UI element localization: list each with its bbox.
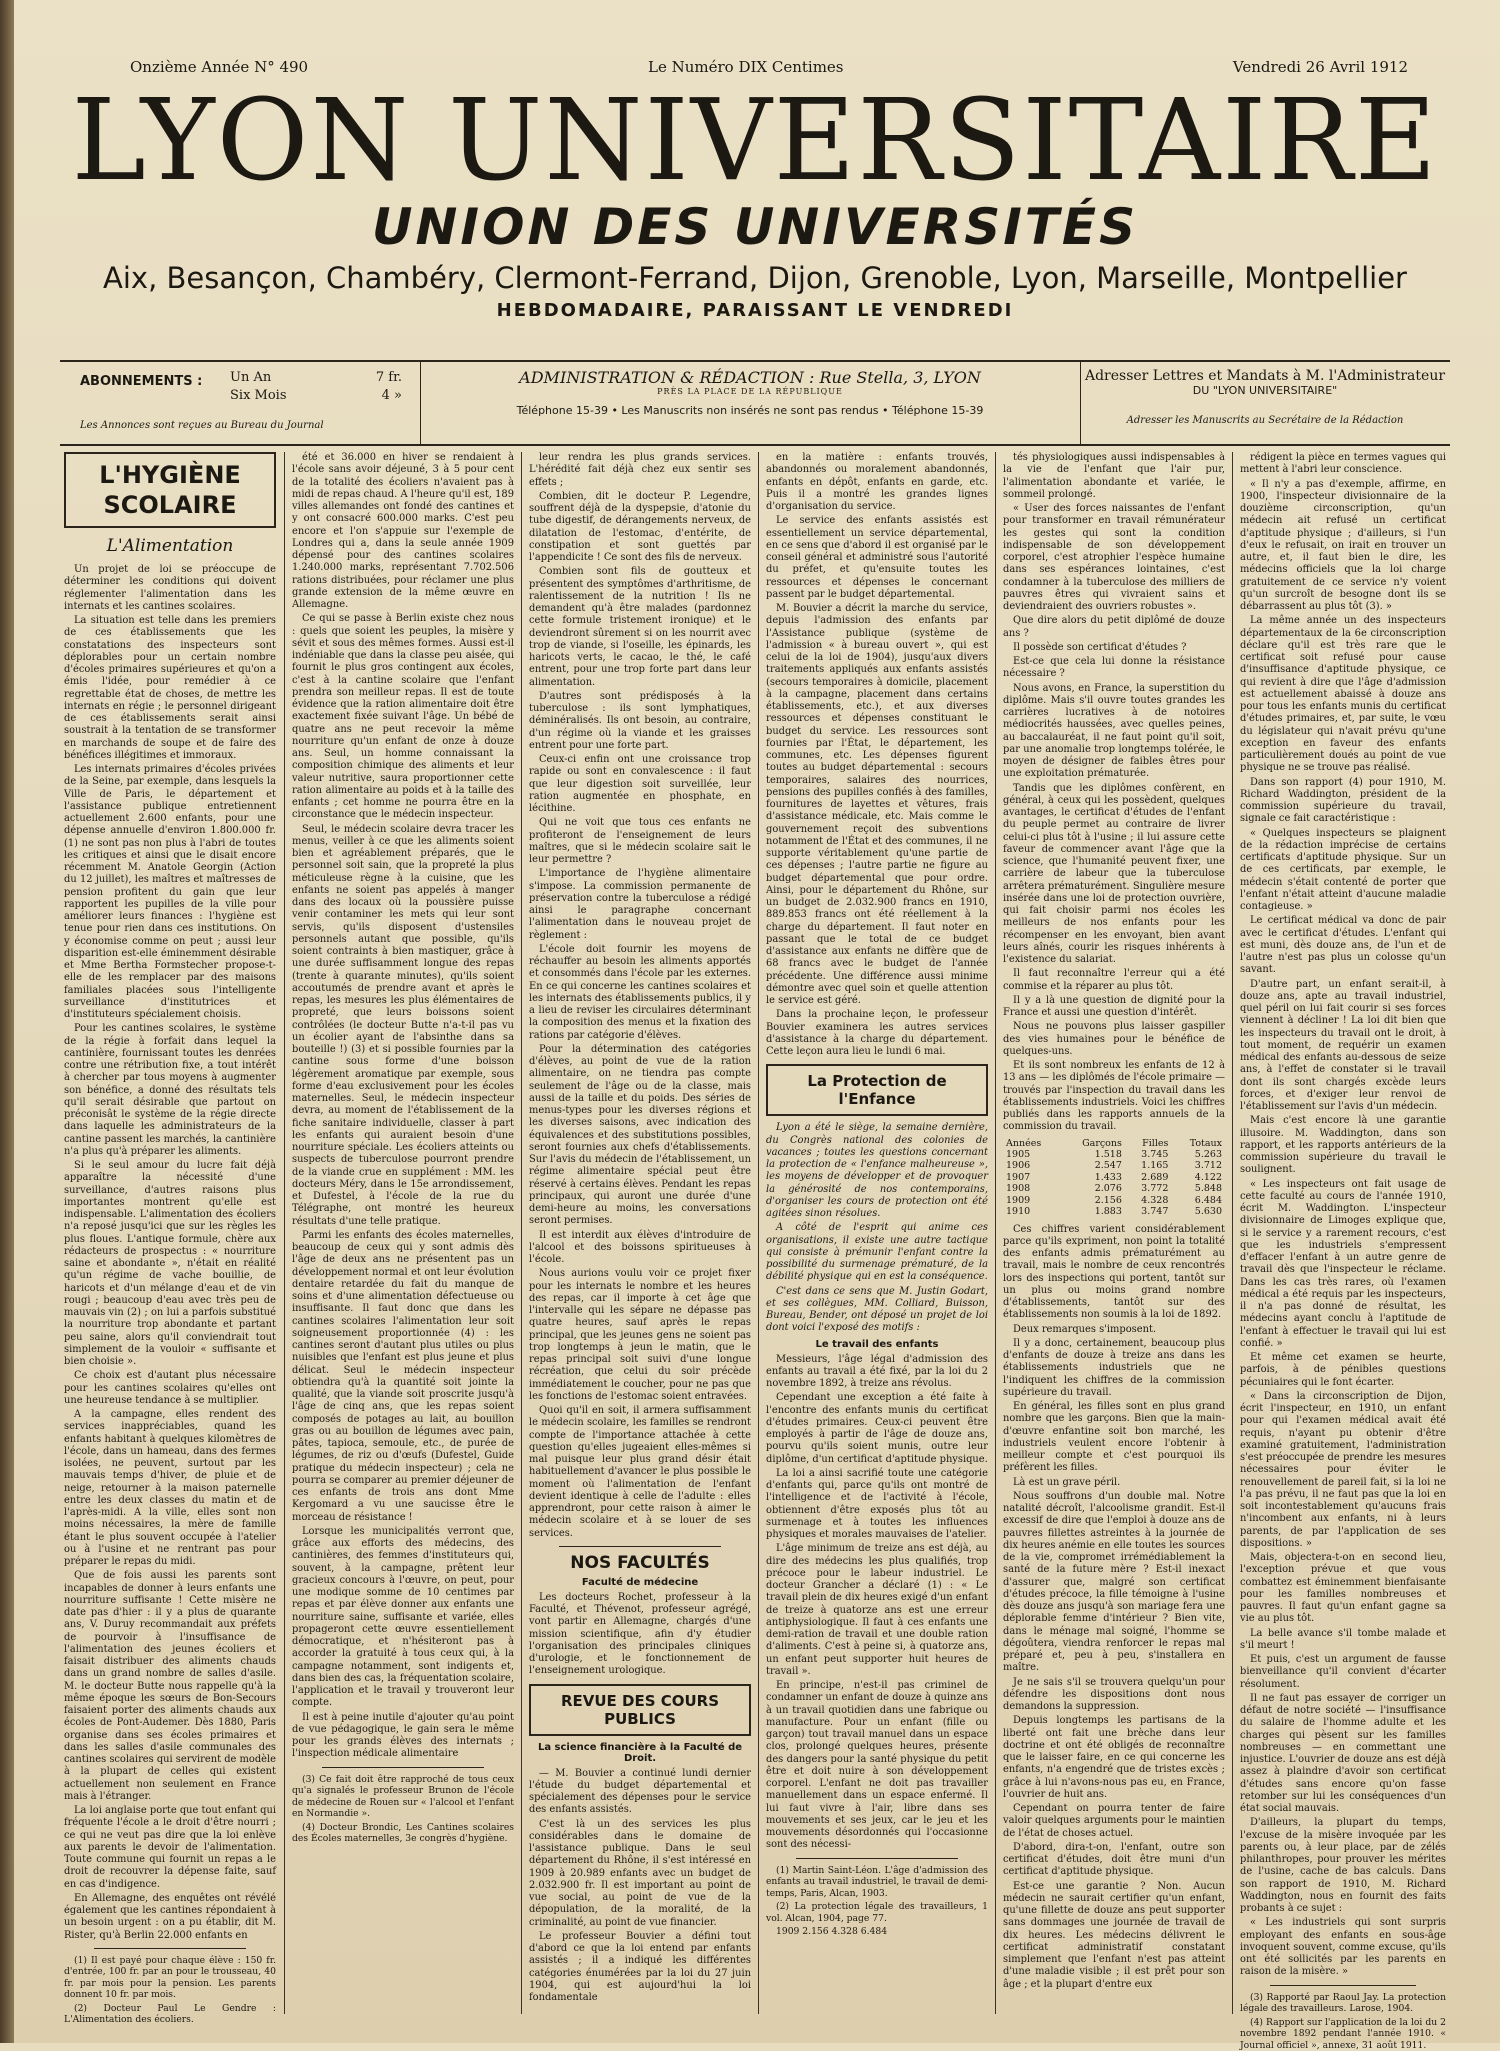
address-letters: Adresser Lettres et Mandats à M. l'Administrateur xyxy=(1080,368,1450,384)
administration-box xyxy=(420,362,1081,444)
statistics-table xyxy=(1003,1138,1225,1218)
table-cell: 2.076 xyxy=(1061,1183,1125,1195)
issue-number: Onzième Année N° 490 xyxy=(130,58,308,76)
paragraph: Et ils sont nombreux les enfants de 12 à 13 ans — les diplômés de l'école primaire — trouvés par l'inspection du travail dans les établissements industriels. Voici les chiffres publiés dans les rapports annuels de la commission du travail. xyxy=(1003,1060,1225,1134)
table-cell: 5.263 xyxy=(1171,1149,1225,1161)
paragraph: Mais c'est encore là une garantie illusoire. M. Waddington, dans son rapport, et les rapports antérieurs de la commission supérieure du travail le soulignent. xyxy=(1240,1115,1446,1176)
table-cell: 4.328 xyxy=(1125,1195,1171,1207)
paragraph: Il est interdit aux élèves d'introduire de l'alcool et des boissons spiritueuses à l'école. xyxy=(529,1230,751,1267)
footnote: (2) La protection légale des travailleurs, 1 vol. Alcan, 1904, page 77. xyxy=(766,1901,988,1924)
paragraph: été et 36.000 en hiver se rendaient à l'école sans avoir déjeuné, 3 à 5 pour cent de la totalité des écoliers n'avaient pas à midi de repas chaud. A l'heure qu'il est, 189 villes allemandes ont fondé des cantines et y ont consacré 600.000 marks. C'est peu encore et l'on s'appuie sur l'exemple de Londres qui a, dans la seule année 1909 dépensé pour des cantines scolaires 1.240.000 marks, représentant 7.702.506 rations distribuées, pour réclamer une plus grande extension de la même œuvre en Allemagne. xyxy=(292,452,514,611)
table-cell: 1.883 xyxy=(1061,1206,1125,1218)
paragraph: A la campagne, elles rendent des services inappréciables, quand les enfants habitant à quelques kilomètres de l'école, dans un hameau, dans des fermes isolées, ne peuvent, surtout par les mauvais temps d'hiver, de pluie et de neige, retourner à la maison paternelle entre les deux classes du matin et de l'après-midi. A la ville, elles sont non moins nécessaires, la mère de famille étant le plus souvent occupée à l'atelier ou à l'usine et ne rentrant pas pour préparer le repas du midi. xyxy=(64,1409,276,1568)
paragraph: A côté de l'esprit qui anime ces organisations, il existe une autre tactique qui consiste à prémunir l'enfant contre la possibilité du surmenage prématuré, de la débilité physique qui en est la conséquence. xyxy=(766,1222,988,1283)
newspaper-title: LYON UNIVERSITAIRE xyxy=(60,84,1450,198)
table-header-row xyxy=(1003,1138,1225,1149)
paragraph: Combien sont fils de goutteux et présentent des symptômes d'arthritisme, de ralentissement de la nutrition ! Ils ne demandent qu'à être malades (pardonnez cette formule tristement ironique) et le deviendront sûrement si on les nourrit avec trop de viande, si l'oseille, les épinards, les haricots verts, le cacao, le thé, le café entrent, pour une trop forte part dans leur alimentation. xyxy=(529,566,751,689)
paragraph: Il y a donc, certainement, beaucoup plus d'enfants de douze à treize ans dans les établissements industriels que ne l'indiquent les chiffres de la commission supérieure du travail. xyxy=(1003,1338,1225,1399)
paragraph: Il faut reconnaître l'erreur qui a été commise et la réparer au plus tôt. xyxy=(1003,968,1225,993)
frequency-line: HEBDOMADAIRE, PARAISSANT LE VENDREDI xyxy=(60,298,1450,324)
paragraph: D'autre part, un enfant serait-il, à douze ans, apte au travail industriel, quel péril on lui fait courir si ses forces viennent à décliner ! La loi dit bien que les inspecteurs du travail ont le droit, à tout moment, de requérir un examen médical des enfants au-dessous de seize ans, à l'effet de constater si le travail dont ils sont chargés excède leurs forces, et d'exiger leur renvoi de l'établissement sur l'avis d'un médecin. xyxy=(1240,979,1446,1114)
newspaper-subtitle: UNION DES UNIVERSITÉS xyxy=(60,198,1450,256)
administration-address: ADMINISTRATION & RÉDACTION : Rue Stella, 3, LYON xyxy=(420,368,1080,387)
column-3 xyxy=(529,452,751,2014)
table-cell: 5.630 xyxy=(1171,1206,1225,1218)
paragraph: Quoi qu'il en soit, il armera suffisamment le médecin scolaire, les familles se rendront compte de l'importance attachée à cette question qu'elles jugeaient elles-mêmes si mal puisque leur plus grand désir était habituellement d'avancer le plus possible le moment où l'alimentation de l'enfant devient identique à celle de l'adulte : elles apprendront, pour cette raison à aimer le médecin scolaire et à se louer de ses services. xyxy=(529,1405,751,1540)
paragraph: Ce choix est d'autant plus nécessaire pour les cantines scolaires qu'elles ont une heureuse tendance à se multiplier. xyxy=(64,1370,276,1407)
column-rule xyxy=(521,452,522,2014)
revue-cours-headline: REVUE DES COURS PUBLICS xyxy=(529,1684,751,1736)
footnote-divider xyxy=(322,1767,484,1768)
hygiene-subheadline: L'Alimentation xyxy=(64,536,276,556)
paragraph: Que dire alors du petit diplômé de douze ans ? xyxy=(1003,615,1225,640)
facultes-headline: NOS FACULTÉS xyxy=(529,1553,751,1573)
table-header: Filles xyxy=(1125,1138,1171,1149)
paragraph: C'est là un des services les plus considérables dans le domaine de l'assistance publique. Dans le seul département du Rhône, il s'est intéressé en 1909 à 20.989 enfants avec un budget de 2.032.900 fr. Il est important au point de vue social, au point de vue de la dépopulation, de la moralité, de la criminalité, au point de vue financier. xyxy=(529,1819,751,1929)
paragraph: Il ne faut pas essayer de corriger un défaut de notre société — l'insuffisance du salaire de l'homme adulte et les charges qui pèsent sur les familles nombreuses — en commettant une injustice. L'ouvrier de douze ans est déjà assez à plaindre d'avoir son certificat d'études sans encore qu'on fasse retomber sur lui les conséquences d'un état social mauvais. xyxy=(1240,1693,1446,1816)
paragraph: Lorsque les municipalités verront que, grâce aux efforts des médecins, des cantinières, des femmes d'instituteurs qui, souvent, à la campagne, prêtent leur gracieux concours à l'œuvre, on peut, pour une modique somme de 10 centimes par repas et par élève donner aux enfants une nourriture saine, suffisante et variée, elles propageront cette œuvre essentiellement démocratique, et n'hésiteront pas à accorder la gratuité à tous ceux qui, à la campagne notamment, sont indigents et, dans bien des cas, la fréquentation scolaire, l'application et le travail y trouveront leur compte. xyxy=(292,1526,514,1710)
paragraph: Il possède son certificat d'études ? xyxy=(1003,642,1225,654)
paragraph: En général, les filles sont en plus grand nombre que les garçons. Bien que la main-d'œuvre enfantine soit bon marché, les industriels veulent encore l'obtenir à meilleur compte et c'est pourquoi ils préfèrent les filles. xyxy=(1003,1401,1225,1475)
paragraph: Le certificat médical va donc de pair avec le certificat d'études. L'enfant qui est muni, dès douze ans, de l'un et de l'autre n'est pas plus un colosse qu'un savant. xyxy=(1240,915,1446,976)
protection-headline: La Protection de l'Enfance xyxy=(766,1064,988,1116)
table-cell: 3.772 xyxy=(1125,1183,1171,1195)
table-cell: 1.433 xyxy=(1061,1172,1125,1184)
paragraph: Lyon a été le siège, la semaine dernière, du Congrès national des colonies de vacances ; toutes les questions concernant la protection de « l'enfance malheureuse », les moyens de développer et de provoquer la générosité de nos contemporains, d'organiser les cours de protection ont été agitées sinon résolues. xyxy=(766,1122,988,1220)
footnote: (3) Ce fait doit être rapproché de tous ceux qu'a signalés le professeur Brunon de l'école de médecine de Rouen sur « l'alcool et l'enfant en Normandie ». xyxy=(292,1774,514,1820)
paragraph: Nous souffrons d'un double mal. Notre natalité décroît, l'alcoolisme grandit. Est-il excessif de dire que l'emploi à douze ans de pauvres fillettes astreintes à la journée de dix heures anémie en elle toutes les sources de la vie, compromet irrémédiablement la santé de la future mère ? Est-il inexact d'assurer que, malgré son certificat d'études précoce, la fille témoigne à l'usine dès douze ans jusqu'à son mariage fera une déplorable femme d'intérieur ? Bien vite, dans le ménage mal soigné, l'homme se dégoûtera, viendra renforcer le repas mal préparé et, peu à peu, s'installera en maître. xyxy=(1003,1491,1225,1675)
table-cell: 4.122 xyxy=(1171,1172,1225,1184)
table-row xyxy=(1003,1149,1225,1161)
paragraph: Mais, objectera-t-on en second lieu, l'exception prévue et que vous combattez est éminemment bienfaisante pour les familles nombreuses et pauvres. Il faut qu'un enfant gagne sa vie au plus tôt. xyxy=(1240,1552,1446,1626)
table-row xyxy=(1003,1195,1225,1207)
paragraph: « Les inspecteurs ont fait usage de cette faculté au cours de l'année 1910, écrit M. Waddington. L'inspecteur divisionnaire de Limoges explique que, si le service y a rarement recours, c'est que les industriels s'empressent d'effacer l'enfant à un autre genre de travail dès que l'inspecteur le réclame. Dans les cas très rares, où l'examen médical a été requis par les inspecteurs, il n'a pas donné de résultat, les médecins ayant conclu à l'aptitude de l'enfant à effectuer le travail qui lui est confié. » xyxy=(1240,1179,1446,1351)
paragraph: D'autres sont prédisposés à la tuberculose : ils sont lymphatiques, déminéralisés. Ils ont besoin, au contraire, d'un régime où la viande et les graisses entrent pour une forte part. xyxy=(529,691,751,752)
revue-cours-subheadline: La science financière à la Faculté de Droit. xyxy=(529,1742,751,1764)
table-cell: 1907 xyxy=(1003,1172,1061,1184)
paragraph: Est-ce une garantie ? Non. Aucun médecin ne saurait certifier qu'un enfant, qu'une fillette de douze ans peut supporter sans dommages une journée de travail de dix heures. Les médecins délivrent le certificat administratif constatant simplement que l'enfant n'est pas atteint d'une maladie visible ; il est prêt pour son âge ; et la plupart d'entre eux xyxy=(1003,1881,1225,1991)
hygiene-headline-box xyxy=(64,452,276,528)
paragraph: Que de fois aussi les parents sont incapables de donner à leurs enfants une nourriture suffisante ! Cette misère ne date pas d'hier : il y a plus de quarante ans, V. Duruy recommandait aux préfets de pourvoir à l'insuffisance de l'alimentation des jeunes écoliers et faisait distribuer des aliments chauds dans un grand nombre de salles d'asile. M. le docteur Butte nous rappelle qu'à la même époque les sœurs de Bon-Secours faisaient porter des aliments chauds aux écoles de Pont-Audemer. Dès 1880, Paris organise dans ses écoles primaires et dans les salles d'asile communales des cantines scolaires qui servirent de modèle à la plupart de celles qui existent actuellement non seulement en France mais à l'étranger. xyxy=(64,1570,276,1803)
column-5 xyxy=(1003,452,1225,2014)
protection-intro xyxy=(766,1122,988,1334)
paragraph: Messieurs, l'âge légal d'admission des enfants au travail a été fixé, par la loi du 2 novembre 1892, à treize ans révolus. xyxy=(766,1354,988,1391)
paragraph: Ces chiffres varient considérablement parce qu'ils expriment, non point la totalité des enfants admis prématurément au travail, mais le nombre de ceux rencontrés lors des inspections qui portent, tantôt sur un plus ou moins grand nombre d'établissements, tantôt sur des établissements non soumis à la loi de 1892. xyxy=(1003,1224,1225,1322)
issue-date: Vendredi 26 Avril 1912 xyxy=(1233,58,1408,76)
table-cell: 3.747 xyxy=(1125,1206,1171,1218)
table-cell: 1909 xyxy=(1003,1195,1061,1207)
paragraph: Le professeur Bouvier a défini tout d'abord ce que la loi entend par enfants assistés ; il a indiqué les différentes catégories énumérées par la loi du 27 juin 1904, qui est aujourd'hui la loi fondamentale xyxy=(529,1931,751,2005)
paragraph: — M. Bouvier a continué lundi dernier l'étude du budget départemental et spécialement des dépenses pour le service des enfants assistés. xyxy=(529,1768,751,1817)
column-rule xyxy=(758,452,759,2014)
paragraph: Le service des enfants assistés est essentiellement un service départemental, en ce sens que d'abord il est organisé par le conseil général et administré sous l'autorité du préfet, et qu'ensuite toutes les ressources et dépenses le concernant passent par le budget départemental. xyxy=(766,515,988,601)
footnote: (1) Il est payé pour chaque élève : 150 fr. d'entrée, 100 fr. par an pour le trousseau, 40 fr. par mois pour la pension. Les parents donnent 10 fr. par mois. xyxy=(64,1955,276,2001)
paragraph: Nous aurions voulu voir ce projet fixer pour les internats le nombre et les heures des repas, car il importe à cet âge que l'intervalle qui les sépare ne dépasse pas quatre heures, sauf après le repas principal, que les jeunes gens ne soient pas trop longtemps à jeun le matin, que le repas principal soit suivi d'une longue récréation, que celui du soir précède immédiatement le coucher, pour ne pas que les fonctions de l'estomac soient entravées. xyxy=(529,1268,751,1403)
binding-edge xyxy=(0,0,14,2043)
paragraph: Et puis, c'est un argument de fausse bienveillance qu'il convient d'écarter résolument. xyxy=(1240,1654,1446,1691)
annonces-note: Les Annonces sont reçues au Bureau du Journal xyxy=(80,420,324,431)
table-cell: 1905 xyxy=(1003,1149,1061,1161)
subscriptions-box xyxy=(60,362,421,444)
paragraph: tés physiologiques aussi indispensables à la vie de l'enfant que l'air pur, l'alimentation abondante et variée, le sommeil prolongé. xyxy=(1003,452,1225,501)
administration-sub: PRÈS LA PLACE DE LA RÉPUBLIQUE xyxy=(420,387,1080,396)
table-cell: 5.848 xyxy=(1171,1183,1225,1195)
paragraph: M. Bouvier a décrit la marche du service, depuis l'admission des enfants par l'Assistance publique (système de l'admission « à bureau ouvert », qui est celui de la loi de 1904), jusqu'aux divers traitements appliqués aux enfants assistés (secours temporaires à domicile, placement à la campagne, placement dans certains établissements, etc.), et aux diverses ressources et dépenses constituant le budget du service. Les ressources sont fournies par l'État, le département, les communes, etc. Les dépenses figurent toutes au budget départemental : secours temporaires, salaires des nourrices, pensions des pupilles confiés à des familles, fournitures de layettes et vêtures, frais d'assistance médicale, etc. Mais comme le gouvernement reçoit des subventions notamment de l'État et des communes, il ne supporte véritablement qu'une partie de ces dépenses ; l'autre partie ne figure au budget départemental que pour ordre. Ainsi, pour le département du Rhône, sur un budget de 2.032.900 francs en 1910, 889.853 francs ont été réellement à la charge du département. Il faut noter en passant que le total de ce budget d'assistance aux enfants ne diffère que de 68 francs avec le budget de l'année précédente. Une différence aussi minime démontre avec quel soin et quelle attention le service est géré. xyxy=(766,603,988,1007)
address-manuscripts: Adresser les Manuscrits au Secrétaire de la Rédaction xyxy=(1080,415,1450,426)
paragraph: Il est à peine inutile d'ajouter qu'au point de vue pédagogique, le gain sera le même pour les grands élèves des internats ; l'inspection médicale alimentaire xyxy=(292,1712,514,1761)
paragraph: La loi anglaise porte que tout enfant qui fréquente l'école a le droit d'être nourri ; ce qui ne veut pas dire que la loi enlève aux parents le devoir de l'alimentation. Toute commune qui fournit un repas a le droit de recouvrer la dépense faite, sauf en cas d'indigence. xyxy=(64,1805,276,1891)
footnote: (3) Rapporté par Raoul Jay. La protection légale des travailleurs. Larose, 1904. xyxy=(1240,1992,1446,2015)
column-rule xyxy=(995,452,996,2014)
paragraph: en la matière : enfants trouvés, abandonnés ou moralement abandonnés, enfants en dépôt, enfants en garde, etc. Puis il a montré les grandes lignes d'organisation du service. xyxy=(766,452,988,513)
column-1 xyxy=(64,452,276,2014)
table-cell: 6.484 xyxy=(1171,1195,1225,1207)
cities-line: Aix, Besançon, Chambéry, Clermont-Ferrand, Dijon, Grenoble, Lyon, Marseille, Montpellier xyxy=(60,258,1450,298)
table-cell: 2.156 xyxy=(1061,1195,1125,1207)
column-4 xyxy=(766,452,988,2014)
paragraph: Là est un grave péril. xyxy=(1003,1477,1225,1489)
table-cell: 1.165 xyxy=(1125,1160,1171,1172)
table-header: Garçons xyxy=(1061,1138,1125,1149)
paragraph: Ce qui se passe à Berlin existe chez nous : quels que soient les peuples, la misère y sévit et sous des mêmes formes. Aussi est-il indéniable que dans la classe peu aisée, qui fournit le plus gros contingent aux écoles, c'est à la cantine scolaire que l'enfant prendra son meilleur repas. Il est de toute évidence que la ration alimentaire doit être exactement fixée suivant l'âge. Un bébé de quatre ans ne peut recevoir la même nourriture qu'un enfant de onze à douze ans. Seul, un homme connaissant la composition chimique des aliments et leur valeur nutritive, saura proportionner cette ration alimentaire au poids et à la taille des enfants ; cet homme ne pourra être en la circonstance que le médecin inspecteur. xyxy=(292,613,514,821)
administration-phone-line: Téléphone 15-39 • Les Manuscrits non insérés ne sont pas rendus • Téléphone 15-39 xyxy=(420,404,1080,417)
paragraph: Il y a là une question de dignité pour la France et aussi une question d'intérêt. xyxy=(1003,995,1225,1020)
paragraph: Deux remarques s'imposent. xyxy=(1003,1324,1225,1336)
paragraph: Dans son rapport (4) pour 1910, M. Richard Waddington, président de la commission supérieure du travail, signale ce fait caractéristique : xyxy=(1240,777,1446,826)
paragraph: Ceux-ci enfin ont une croissance trop rapide ou sont en convalescence : il faut que leur digestion soit surveillée, leur ration augmentée en phosphate, en lécithine. xyxy=(529,754,751,815)
paragraph: « Les industriels qui sont surpris employant des enfants en sous-âge invoquent souvent, comme excuse, qu'ils ont été sollicités par les parents en raison de la misère. » xyxy=(1240,1917,1446,1978)
column-6 xyxy=(1240,452,1446,2014)
footnote: 1909 2.156 4.328 6.484 xyxy=(766,1926,988,1938)
paragraph: L'âge minimum de treize ans est déjà, au dire des médecins les plus qualifiés, trop précoce pour le labeur industriel. Le docteur Grancher a déclaré (1) : « Le travail plein de dix heures exigé d'un enfant de treize à quatorze ans est une erreur antiphysiologique. Il faut à ces enfants une demi-ration de travail et une double ration d'aliments. C'est à peine si, à quatorze ans, un enfant peut supporter huit heures de travail ». xyxy=(766,1543,988,1678)
table-cell: 1906 xyxy=(1003,1160,1061,1172)
section-divider xyxy=(559,1546,721,1547)
paragraph: rédigent la pièce en termes vagues qui mettent à l'abri leur conscience. xyxy=(1240,452,1446,477)
table-cell: 2.547 xyxy=(1061,1160,1125,1172)
article-columns xyxy=(60,452,1450,2014)
column-2 xyxy=(292,452,514,2014)
subscription-year: Un An 7 fr. xyxy=(230,370,410,385)
info-bar xyxy=(60,360,1450,446)
table-cell: 3.712 xyxy=(1171,1160,1225,1172)
table-row xyxy=(1003,1172,1225,1184)
paragraph: Et même cet examen se heurte, parfois, à de pénibles questions pécuniaires qui le font écarter. xyxy=(1240,1352,1446,1389)
footnote: (4) Docteur Brondic, Les Cantines scolaires des Écoles maternelles, 3e congrès d'hygiène. xyxy=(292,1822,514,1845)
subscriptions-label: ABONNEMENTS : xyxy=(80,374,202,389)
table-row xyxy=(1003,1160,1225,1172)
paragraph: Les internats primaires d'écoles privées de la Seine, par exemple, dans lesquels la Ville de Paris, le département et l'assistance publique entretiennent actuellement 2.600 enfants, pour une dépense annuelle d'environ 1.800.000 fr. (1) ne sont pas non plus à l'abri de toutes les critiques et ainsi que le disait encore récemment M. Anatole Georgin (Action du 12 juillet), les maîtres et maîtresses de pension profitent du gain que leur rapportent les pupilles de la ville pour améliorer leurs finances : l'hygiène est tenue pour rien dans ces institutions. On y économise comme on peut ; aussi leur disparition est-elle éminemment désirable et Mme Bertha Formstecher propose-t-elle de les remplacer par des maisons familiales placées sous l'intelligente surveillance d'institutrices et d'instituteurs spécialement choisis. xyxy=(64,764,276,1021)
travail-subheadline: Le travail des enfants xyxy=(766,1339,988,1350)
paragraph: Qui ne voit que tous ces enfants ne profiteront de l'enseignement de leurs maîtres, que si le médecin scolaire sait le leur permettre ? xyxy=(529,817,751,866)
paragraph: Si le seul amour du lucre fait déjà apparaître la nécessité d'une surveillance, d'autres raisons plus importantes montrent qu'elle est indispensable. L'alimentation des écoliers n'a reposé jusqu'ici que sur les règles les plus floues. L'antique formule, chère aux rédacteurs de prospectus : « nourriture saine et abondante », n'était en réalité qu'un régime de vache bouillie, de haricots et d'un mélange d'eau et de vin rougi ; beaucoup d'eau avec très peu de mauvais vin (2) ; on lui a parfois substitué la nourriture trop abondante et partant peu saine, alors qu'il conviendrait tout simplement de la vouloir « suffisante et bien choisie ». xyxy=(64,1160,276,1368)
footnote-divider xyxy=(1270,1985,1416,1986)
paragraph: L'importance de l'hygiène alimentaire s'impose. La commission permanente de préservation contre la tuberculose a rédigé ainsi le paragraphe concernant l'alimentation dans le nouveau projet de règlement : xyxy=(529,868,751,942)
paragraph: Seul, le médecin scolaire devra tracer les menus, veiller à ce que les aliments soient bien et agréablement préparés, que le personnel soit sain, que la propreté la plus méticuleuse règne à la cuisine, que les enfants ne soient pas appelés à manger dans des locaux où la poussière puisse venir contaminer les mets qui leur sont servis, qu'ils disposent d'ustensiles personnels autant que possible, qu'ils soient contraints à bien mastiquer, grâce à une durée suffisamment longue des repas (trente à quarante minutes), qu'ils soient accoutumés de prendre avant et après le repas, les mesures les plus élémentaires de propreté, que leurs boissons soient contrôlées (le docteur Butte n'a-t-il pas vu un écolier ayant de l'absinthe dans sa bouteille !) (3) et si possible fournies par la cantine sous forme d'une boisson légèrement aromatique par exemple, sous forme d'eau exclusivement pour les écoles maternelles. Seul, le médecin inspecteur devra, au moment de l'établissement de la fiche sanitaire individuelle, classer à part les enfants qui auraient besoin d'une nourriture spéciale. Les écoliers atteints ou suspects de tuberculose pourront prendre de la viande crue en supplément : MM. les docteurs Méry, dans le 15e arrondissement, et Dufestel, à l'école de la rue du Télégraphe, ont montré les heureux résultats d'une telle pratique. xyxy=(292,824,514,1228)
column-rule xyxy=(1232,452,1233,2014)
table-row xyxy=(1003,1183,1225,1195)
paragraph: « Il n'y a pas d'exemple, affirme, en 1900, l'inspecteur divisionnaire de la douzième circonscription, qu'un médecin ait refusé un certificat d'aptitude physique ; d'ailleurs, si l'un d'eux le refusait, on irait en trouver un autre, et, il faut bien le dire, les médecins officiels que la loi charge gratuitement de ce service n'y voient qu'un surcroît de besogne dont ils se débarrassent au plus tôt (3). » xyxy=(1240,479,1446,614)
footnote: (1) Martin Saint-Léon. L'âge d'admission des enfants au travail industriel, le travail de demi-temps, Paris, Alcan, 1903. xyxy=(766,1865,988,1900)
paragraph: Les docteurs Rochet, professeur à la Faculté, et Thévenot, professeur agrégé, vont partir en Allemagne, chargés d'une mission scientifique, afin d'y étudier l'organisation des principales cliniques d'urologie, et le fonctionnement de l'enseignement urologique. xyxy=(529,1592,751,1678)
table-cell: 2.689 xyxy=(1125,1172,1171,1184)
table-cell: 1.518 xyxy=(1061,1149,1125,1161)
paragraph: Nous ne pouvons plus laisser gaspiller des vies humaines pour le bénéfice de quelques-uns. xyxy=(1003,1021,1225,1058)
paragraph: La situation est telle dans les premiers de ces établissements que les constatations des inspecteurs sont déplorables pour un certain nombre d'écoles primaires supérieures et qu'on a émis l'idée, pour remédier à ce regrettable état de choses, de mettre les internats en régie ; le personnel dirigeant de ces établissements serait ainsi soustrait à la tentation de se transformer en marchands de soupe et de faire des bénéfices illégitimes et immoraux. xyxy=(64,615,276,762)
paragraph: Cependant une exception a été faite à l'encontre des enfants munis du certificat d'études primaires. Ceux-ci peuvent être employés à partir de l'âge de douze ans, pourvu qu'ils soient munis, outre leur diplôme, d'un certificat d'aptitude physique. xyxy=(766,1392,988,1466)
paragraph: D'abord, dira-t-on, l'enfant, outre son certificat d'études, doit être muni d'un certificat d'aptitude physique. xyxy=(1003,1842,1225,1879)
address-journal: DU "LYON UNIVERSITAIRE" xyxy=(1080,384,1450,397)
paragraph: Dans la prochaine leçon, le professeur Bouvier examinera les autres services d'assistance à la charge du département. Cette leçon aura lieu le lundi 6 mai. xyxy=(766,1009,988,1058)
address-box xyxy=(1080,362,1450,444)
paragraph: Je ne sais s'il se trouvera quelqu'un pour défendre les dispositions dont nous demandons la suppression. xyxy=(1003,1677,1225,1714)
paragraph: Un projet de loi se préoccupe de déterminer les conditions qui doivent réglementer l'alimentation dans les internats et les cantines scolaires. xyxy=(64,564,276,613)
table-row xyxy=(1003,1206,1225,1218)
masthead xyxy=(60,84,1450,324)
paragraph: Pour la détermination des catégories d'élèves, au point de vue de la ration alimentaire, on ne tiendra pas compte seulement de l'âge ou de la classe, mais aussi de la taille et du poids. Des séries de menus-types pour les diverses régions et les diverses saisons, avec indication des équivalences et des substitutions possibles, seront fournies aux chefs d'établissements. Sur l'avis du médecin de l'établissement, un régime alimentaire spécial peut être réservé à certains élèves. Pendant les repas principaux, qui auront une durée d'une demi-heure au moins, les conversations seront permises. xyxy=(529,1044,751,1228)
paragraph: Depuis longtemps les partisans de la liberté ont fait une brèche dans leur doctrine et ont été obligés de reconnaître que le laisser faire, en ce qui concerne les enfants, n'a engendré que de tristes excès ; grâce à lui n'avons-nous pas eu, en France, l'ouvrier de huit ans. xyxy=(1003,1715,1225,1801)
paragraph: D'ailleurs, la plupart du temps, l'excuse de la misère invoquée par les parents ou, à leur place, par de zélés philanthropes, pour prouver les mérites de l'usine, cache de bas calculs. Dans son rapport de 1910, M. Richard Waddington, nous en fournit des faits probants à ce sujet : xyxy=(1240,1817,1446,1915)
table-cell: 3.745 xyxy=(1125,1149,1171,1161)
paragraph: En Allemagne, des enquêtes ont révélé également que les cantines répondaient à un besoin urgent : on a pu établir, dit M. Rister, qu'à Berlin 22.000 enfants en xyxy=(64,1893,276,1942)
paragraph: La loi a ainsi sacrifié toute une catégorie d'enfants qui, parce qu'ils ont montré de l'intelligence et de l'activité à l'école, obtiennent d'être exposés plus tôt au surmenage et à toutes les influences physiques et morales mauvaises de l'atelier. xyxy=(766,1468,988,1542)
footnote: (2) Docteur Paul Le Gendre : L'Alimentation des écoliers. xyxy=(64,2003,276,2026)
table-header: Années xyxy=(1003,1138,1061,1149)
paragraph: L'école doit fournir les moyens de réchauffer au besoin les aliments apportés et consommés dans l'école par les externes. En ce qui concerne les cantines scolaires et les internats des établissements publics, il y a lieu de reviser les circulaires déterminant la composition des menus et la fixation des rations par catégorie d'élèves. xyxy=(529,944,751,1042)
paragraph: « User des forces naissantes de l'enfant pour transformer en travail rémunérateur les gestes qui sont la condition indispensable de son développement corporel, c'est atrophier l'espèce humaine dans ses espérances lointaines, c'est condamner à la tuberculose des milliers de pauvres êtres qui vivraient sains et deviendraient des ouvriers robustes ». xyxy=(1003,503,1225,613)
paragraph: La belle avance s'il tombe malade et s'il meurt ! xyxy=(1240,1628,1446,1653)
paragraph: « Dans la circonscription de Dijon, écrit l'inspecteur, en 1910, un enfant pour qui l'examen médical avait été requis, n'ayant pu obtenir d'être examiné gratuitement, l'administration s'est préoccupée de prendre les mesures nécessaires pour éviter le renouvellement de pareil fait, si la loi ne l'a pas prévu, il ne faut pas que la loi en soit incontestablement qu'aucuns frais n'incombent aux enfants, ni à leurs parents, de par l'application de ses dispositions. » xyxy=(1240,1391,1446,1550)
paragraph: leur rendra les plus grands services. L'hérédité fait déjà chez eux sentir ses effets ; xyxy=(529,452,751,489)
column-rule xyxy=(284,452,285,2014)
paragraph: Cependant on pourra tenter de faire valoir quelques arguments pour le maintien de l'état de choses actuel. xyxy=(1003,1803,1225,1840)
paragraph: Combien, dit le docteur P. Legendre, souffrent déjà de la dyspepsie, d'atonie du tube digestif, de dérangements nerveux, de dilatation de l'estomac, d'entérite, de constipation et sont guettés par l'appendicite ! Ce sont des fils de nerveux. xyxy=(529,491,751,565)
paragraph: « Quelques inspecteurs se plaignent de la rédaction imprécise de certains certificats d'aptitude physique. Sur un de ces certificats, par exemple, le médecin s'était contenté de porter que l'enfant n'était atteint d'aucune maladie contagieuse. » xyxy=(1240,828,1446,914)
hygiene-headline: L'HYGIÈNE SCOLAIRE xyxy=(68,460,272,520)
subscription-six-months: Six Mois 4 » xyxy=(230,388,410,403)
facultes-subheadline: Faculté de médecine xyxy=(529,1577,751,1588)
paragraph: Nous avons, en France, la superstition du diplôme. Mais s'il ouvre toutes grandes les carrières lucratives à de notoires médiocrités haussées, avec quelles peines, au baccalauréat, il ne faut point qu'il soit, par une anomalie trop longtemps tolérée, le moyen de désigner de faibles êtres pour une exploitation prématurée. xyxy=(1003,683,1225,781)
table-cell: 1908 xyxy=(1003,1183,1061,1195)
paragraph: Pour les cantines scolaires, le système de la régie à forfait dans lequel la cantinière, fournissant toutes les denrées contre une rétribution fixe, a tout intérêt à chercher par tous moyens à augmenter son bénéfice, a donné des résultats tels qu'il serait désirable que partout on préconisât le système de la régie directe dans laquelle les administrateurs de la cantine passent les marchés, la cantinière n'a plus qu'à préparer les aliments. xyxy=(64,1023,276,1158)
paragraph: Tandis que les diplômes confèrent, en général, à ceux qui les possèdent, quelques avantages, le certificat d'études de l'enfant du peuple permet au contraire de livrer celui-ci plus tôt à l'usine ; il lui assure cette faveur de commencer avant l'âge que la science, que l'humanité peuvent fixer, une carrière de labeur que la tuberculose arrêtera prématurément. Singulière mesure insérée dans une loi de protection ouvrière, qui fait choisir parmi nos écoles les meilleurs de nos enfants pour les récompenser en les envoyant, bien avant leurs aînés, courir les risques inhérents à l'existence du salariat. xyxy=(1003,783,1225,967)
paragraph: Est-ce que cela lui donne la résistance nécessaire ? xyxy=(1003,656,1225,681)
table-cell: 1910 xyxy=(1003,1206,1061,1218)
issue-price: Le Numéro DIX Centimes xyxy=(648,58,844,76)
footnote-divider xyxy=(94,1948,246,1949)
table-header: Totaux xyxy=(1171,1138,1225,1149)
paragraph: En principe, n'est-il pas criminel de condamner un enfant de douze à quinze ans à un travail quotidien dans une fabrique ou manufacture. Pour un enfant (fille ou garçon) tout travail manuel dans un espace clos, prolongé quelques heures, présente des dangers pour la santé physique du petit être et doit nuire à son développement corporel. L'enfant ne doit pas travailler manuellement dans un espace enfermé. Il lui faut vivre à l'air, libre dans ses mouvements et ses jeux, car le jeu et les mouvements désordonnés qui l'occasionne sont des nécessi- xyxy=(766,1680,988,1852)
paragraph: Parmi les enfants des écoles maternelles, beaucoup de ceux qui y sont admis dès l'âge de deux ans ne présentent pas un développement normal et ont leur évolution dentaire retardée du fait du manque de soins et d'une alimentation défectueuse ou insuffisante. Il faut donc que dans les cantines scolaires l'alimentation leur soit soigneusement proportionnée (4) : les cantines seront d'autant plus utiles ou plus nuisibles que l'enfant est plus jeune et plus délicat. Seul le médecin inspecteur obtiendra qu'à la quantité soit jointe la qualité, que la viande soit proscrite jusqu'à l'âge de cinq ans, que les repas soient composés de potages au lait, au bouillon gras ou au bouillon de légumes avec pain, pâtes, tapioca, semoule, etc., de purée de légumes, de riz ou d'œufs (Dufestel, Guide pratique du médecin inspecteur) ; cela ne pourra se comparer au premier déjeuner de ces enfants de trois ans dont Mme Kergomard a vu une saucisse être le morceau de résistance ! xyxy=(292,1230,514,1524)
footnote: (4) Rapport sur l'application de la loi du 2 novembre 1892 pendant l'année 1910. « Journal officiel », annexe, 31 août 1911. xyxy=(1240,2017,1446,2051)
footnote-divider xyxy=(796,1858,958,1859)
paragraph: C'est dans ce sens que M. Justin Godart, et ses collègues, MM. Colliard, Buisson, Bureau, Bender, ont déposé un projet de loi dont voici l'exposé des motifs : xyxy=(766,1286,988,1335)
paragraph: La même année un des inspecteurs départementaux de la 6e circonscription déclare qu'il est très rare que le certificat soit refusé pour cause d'insuffisance d'aptitude physique, ce qui revient à dire que l'âge d'admission est actuellement abaissé à douze ans pour tous les enfants munis du certificat d'études primaires, et, par suite, le vœu du législateur qui n'avait prévu qu'une exception en faveur des enfants particulièrement doués au point de vue physique ne se trouve pas réalisé. xyxy=(1240,615,1446,774)
